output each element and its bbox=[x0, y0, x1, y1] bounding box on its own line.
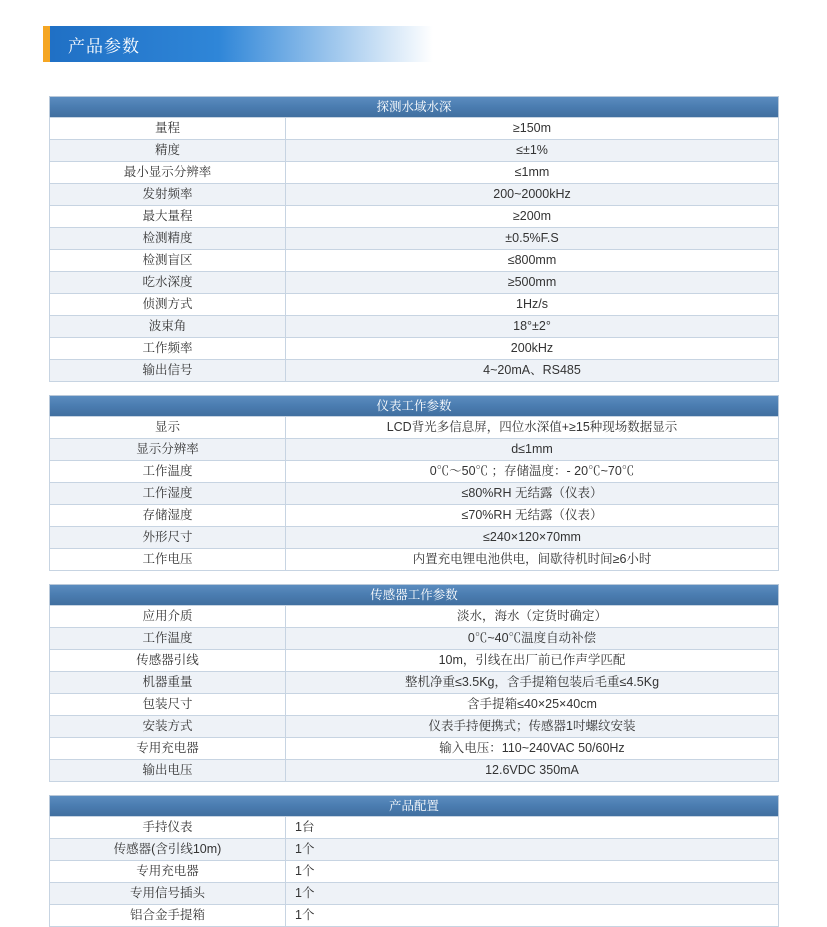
table-row bbox=[50, 461, 779, 483]
table-row bbox=[50, 650, 779, 672]
param-label: 工作温度 bbox=[50, 461, 286, 483]
param-value: 1台 bbox=[286, 817, 779, 839]
param-value: ≥500mm bbox=[286, 272, 779, 294]
param-label: 机器重量 bbox=[50, 672, 286, 694]
param-label: 最小显示分辨率 bbox=[50, 162, 286, 184]
param-label: 手持仪表 bbox=[50, 817, 286, 839]
param-value: 4~20mA、RS485 bbox=[286, 360, 779, 382]
param-label: 包装尺寸 bbox=[50, 694, 286, 716]
param-value: 淡水，海水（定货时确定） bbox=[286, 606, 779, 628]
param-label: 专用充电器 bbox=[50, 738, 286, 760]
banner-accent-bar bbox=[43, 26, 50, 62]
param-value: 18°±2° bbox=[286, 316, 779, 338]
param-value: ≥200m bbox=[286, 206, 779, 228]
param-value: ≤80%RH 无结露（仪表） bbox=[286, 483, 779, 505]
param-value: 10m，引线在出厂前已作声学匹配 bbox=[286, 650, 779, 672]
table-row bbox=[50, 817, 779, 839]
param-label: 输出电压 bbox=[50, 760, 286, 782]
table-row bbox=[50, 417, 779, 439]
table-row bbox=[50, 360, 779, 382]
param-value: 200kHz bbox=[286, 338, 779, 360]
table-water-depth bbox=[49, 96, 779, 382]
param-value: ≤1mm bbox=[286, 162, 779, 184]
param-label: 安装方式 bbox=[50, 716, 286, 738]
table-row bbox=[50, 760, 779, 782]
table-row bbox=[50, 527, 779, 549]
param-label: 工作电压 bbox=[50, 549, 286, 571]
param-label: 量程 bbox=[50, 118, 286, 140]
table-row bbox=[50, 861, 779, 883]
param-label: 传感器引线 bbox=[50, 650, 286, 672]
param-value: 1Hz/s bbox=[286, 294, 779, 316]
param-value: ±0.5%F.S bbox=[286, 228, 779, 250]
param-value: 内置充电锂电池供电，间歇待机时间≥6小时 bbox=[286, 549, 779, 571]
param-value: ≤800mm bbox=[286, 250, 779, 272]
param-value: 12.6VDC 350mA bbox=[286, 760, 779, 782]
param-value: 整机净重≤3.5Kg，含手提箱包装后毛重≤4.5Kg bbox=[286, 672, 779, 694]
param-value: 1个 bbox=[286, 883, 779, 905]
table-row bbox=[50, 140, 779, 162]
param-label: 吃水深度 bbox=[50, 272, 286, 294]
param-label: 专用信号插头 bbox=[50, 883, 286, 905]
table-row bbox=[50, 228, 779, 250]
param-label: 工作湿度 bbox=[50, 483, 286, 505]
parameter-tables bbox=[49, 96, 779, 927]
table-row bbox=[50, 628, 779, 650]
param-value: ≤240×120×70mm bbox=[286, 527, 779, 549]
table-row bbox=[50, 250, 779, 272]
table-product-configuration bbox=[49, 795, 779, 927]
table-row bbox=[50, 338, 779, 360]
table-title: 探测水域水深 bbox=[49, 96, 779, 117]
table-row bbox=[50, 184, 779, 206]
table-row bbox=[50, 162, 779, 184]
table-row bbox=[50, 672, 779, 694]
param-value: ≥150m bbox=[286, 118, 779, 140]
table-row bbox=[50, 505, 779, 527]
table-row bbox=[50, 294, 779, 316]
table-sensor-params bbox=[49, 584, 779, 782]
param-label: 专用充电器 bbox=[50, 861, 286, 883]
param-label: 显示 bbox=[50, 417, 286, 439]
table-row bbox=[50, 483, 779, 505]
param-label: 应用介质 bbox=[50, 606, 286, 628]
table-row bbox=[50, 118, 779, 140]
param-value: 1个 bbox=[286, 839, 779, 861]
table-row bbox=[50, 905, 779, 927]
param-label: 检测盲区 bbox=[50, 250, 286, 272]
table-row bbox=[50, 883, 779, 905]
param-label: 侦测方式 bbox=[50, 294, 286, 316]
table-title: 仪表工作参数 bbox=[49, 395, 779, 416]
param-value: 0℃~40℃温度自动补偿 bbox=[286, 628, 779, 650]
table-row bbox=[50, 738, 779, 760]
param-label: 最大量程 bbox=[50, 206, 286, 228]
param-label: 工作温度 bbox=[50, 628, 286, 650]
param-value: 1个 bbox=[286, 861, 779, 883]
param-label: 铝合金手提箱 bbox=[50, 905, 286, 927]
param-label: 外形尺寸 bbox=[50, 527, 286, 549]
param-value: LCD背光多信息屏，四位水深值+≥15种现场数据显示 bbox=[286, 417, 779, 439]
table-row bbox=[50, 272, 779, 294]
param-label: 工作频率 bbox=[50, 338, 286, 360]
param-label: 发射频率 bbox=[50, 184, 286, 206]
page-title: 产品参数 bbox=[68, 36, 140, 56]
table-title: 传感器工作参数 bbox=[49, 584, 779, 605]
param-value: 200~2000kHz bbox=[286, 184, 779, 206]
table-row bbox=[50, 549, 779, 571]
table-row bbox=[50, 316, 779, 338]
param-value: 输入电压：110~240VAC 50/60Hz bbox=[286, 738, 779, 760]
param-label: 显示分辨率 bbox=[50, 439, 286, 461]
param-value: 0℃～50℃ ；存储温度：- 20℃~70℃ bbox=[286, 461, 779, 483]
param-value: 1个 bbox=[286, 905, 779, 927]
table-row bbox=[50, 206, 779, 228]
table-title: 产品配置 bbox=[49, 795, 779, 816]
param-value: ≤±1% bbox=[286, 140, 779, 162]
param-label: 存储湿度 bbox=[50, 505, 286, 527]
param-label: 检测精度 bbox=[50, 228, 286, 250]
table-row bbox=[50, 439, 779, 461]
param-label: 传感器(含引线10m) bbox=[50, 839, 286, 861]
param-label: 波束角 bbox=[50, 316, 286, 338]
table-instrument-params bbox=[49, 395, 779, 571]
table-row bbox=[50, 716, 779, 738]
param-value: 仪表手持便携式；传感器1吋螺纹安装 bbox=[286, 716, 779, 738]
param-value: 含手提箱≤40×25×40cm bbox=[286, 694, 779, 716]
table-row bbox=[50, 839, 779, 861]
param-label: 输出信号 bbox=[50, 360, 286, 382]
param-label: 精度 bbox=[50, 140, 286, 162]
page-header-banner bbox=[43, 26, 433, 62]
param-value: d≤1mm bbox=[286, 439, 779, 461]
table-row bbox=[50, 606, 779, 628]
param-value: ≤70%RH 无结露（仪表） bbox=[286, 505, 779, 527]
table-row bbox=[50, 694, 779, 716]
